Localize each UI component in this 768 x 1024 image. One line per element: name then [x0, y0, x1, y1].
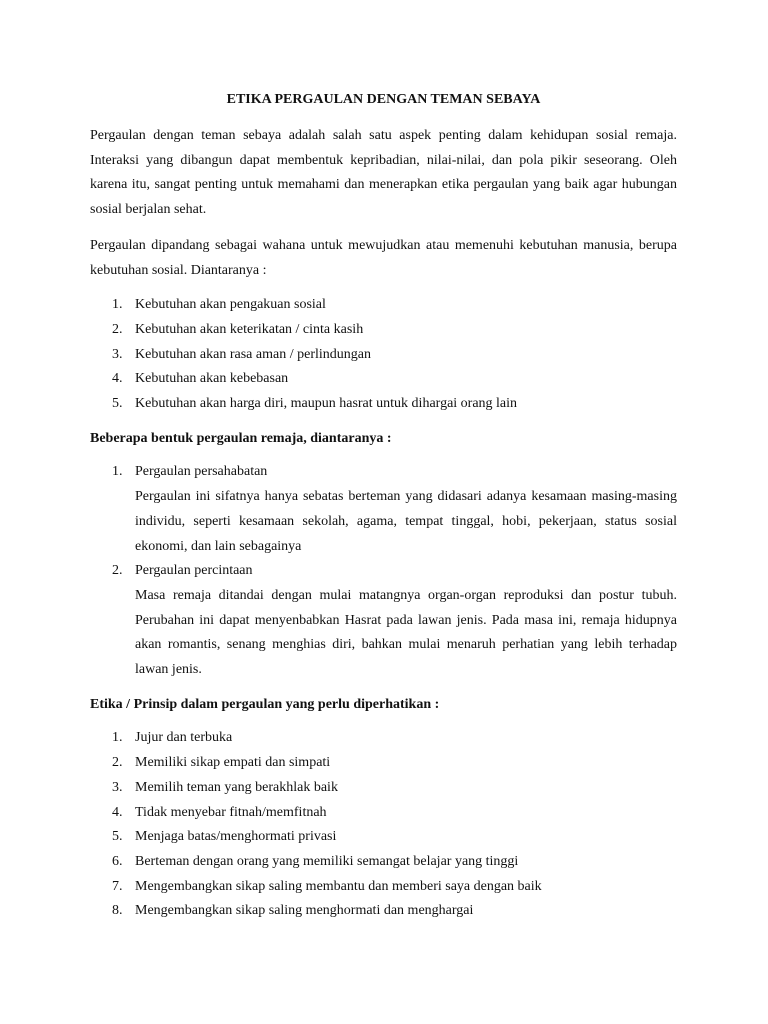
list-number: 6.	[112, 853, 123, 869]
list-number: 2.	[112, 755, 123, 771]
list-item	[90, 367, 677, 392]
list-item	[90, 825, 677, 850]
list-item-text: Berteman dengan orang yang memiliki semangat belajar yang tinggi	[135, 853, 519, 869]
list-item	[90, 801, 677, 826]
principles-heading: Etika / Prinsip dalam pergaulan yang perlu diperhatikan :	[90, 696, 440, 712]
list-number: 4.	[112, 804, 123, 820]
intro-paragraph: Pergaulan dengan teman sebaya adalah salah satu aspek penting dalam kehidupan sosial remaja. Interaksi yang dibangun dapat membentuk kepribadian, nilai-nilai, dan pola pikir seseorang. Oleh karena itu, sangat penting untuk memahami dan menerapkan etika pergaulan yang baik agar hubungan sosial berjalan sehat.	[90, 128, 677, 218]
list-number: 7.	[112, 878, 123, 894]
list-number: 8.	[112, 903, 123, 919]
list-item-text: Kebutuhan akan keterikatan / cinta kasih	[135, 321, 364, 337]
document-title: ETIKA PERGAULAN DENGAN TEMAN SEBAYA	[226, 92, 541, 107]
list-number: 5.	[112, 396, 123, 412]
needs-intro-paragraph: Pergaulan dipandang sebagai wahana untuk mewujudkan atau memenuhi kebutuhan manusia, berupa kebutuhan sosial. Diantaranya :	[90, 237, 677, 278]
list-item	[90, 850, 677, 875]
list-item-text: Mengembangkan sikap saling menghormati dan menghargai	[135, 903, 474, 919]
list-item	[90, 392, 677, 417]
list-item-text: Kebutuhan akan pengakuan sosial	[135, 297, 326, 313]
list-item	[90, 460, 677, 559]
forms-heading: Beberapa bentuk pergaulan remaja, diantaranya :	[90, 430, 392, 446]
list-number: 1.	[112, 730, 123, 746]
list-item-title: Pergaulan persahabatan	[135, 464, 268, 480]
list-number: 3.	[112, 779, 123, 795]
list-item	[90, 559, 677, 683]
list-item-text: Kebutuhan akan kebebasan	[135, 371, 289, 387]
list-item	[90, 899, 677, 924]
list-item-description: Masa remaja ditandai dengan mulai matangnya organ-organ reproduksi dan postur tubuh. Perubahan ini dapat menyenbabkan Hasrat pada lawan jenis. Pada masa ini, remaja hidupnya akan romantis, senang menghias diri, bahkan mulai menaruh perhatian yang lebih terhadap lawan jenis.	[135, 587, 677, 678]
list-item	[90, 726, 677, 751]
list-item	[90, 751, 677, 776]
list-item	[90, 875, 677, 900]
list-item-text: Memiliki sikap empati dan simpati	[135, 755, 331, 771]
list-item-text: Jujur dan terbuka	[135, 730, 233, 746]
list-number: 5.	[112, 829, 123, 845]
forms-list	[90, 460, 677, 682]
list-item	[90, 776, 677, 801]
list-number: 3.	[112, 346, 123, 362]
list-number: 4.	[112, 371, 123, 387]
list-number: 1.	[112, 297, 123, 313]
list-number: 1.	[112, 464, 123, 480]
list-item	[90, 293, 677, 318]
list-item	[90, 318, 677, 343]
list-item	[90, 343, 677, 368]
list-item-text: Tidak menyebar fitnah/memfitnah	[135, 804, 327, 820]
list-number: 2.	[112, 563, 123, 579]
list-item-text: Kebutuhan akan harga diri, maupun hasrat untuk dihargai orang lain	[135, 396, 518, 412]
list-item-text: Kebutuhan akan rasa aman / perlindungan	[135, 346, 371, 362]
needs-list	[90, 293, 677, 417]
list-item-description: Pergaulan ini sifatnya hanya sebatas berteman yang didasari adanya kesamaan masing-masing individu, seperti kesamaan sekolah, agama, tempat tinggal, hobi, pekerjaan, status sosial ekonomi, dan lain sebagainya	[135, 489, 677, 554]
list-number: 2.	[112, 321, 123, 337]
list-item-title: Pergaulan percintaan	[135, 563, 253, 579]
list-item-text: Mengembangkan sikap saling membantu dan memberi saya dengan baik	[135, 878, 542, 894]
principles-list	[90, 726, 677, 924]
list-item-text: Memilih teman yang berakhlak baik	[135, 779, 338, 795]
document-page	[90, 88, 677, 924]
list-item-text: Menjaga batas/menghormati privasi	[135, 829, 337, 845]
